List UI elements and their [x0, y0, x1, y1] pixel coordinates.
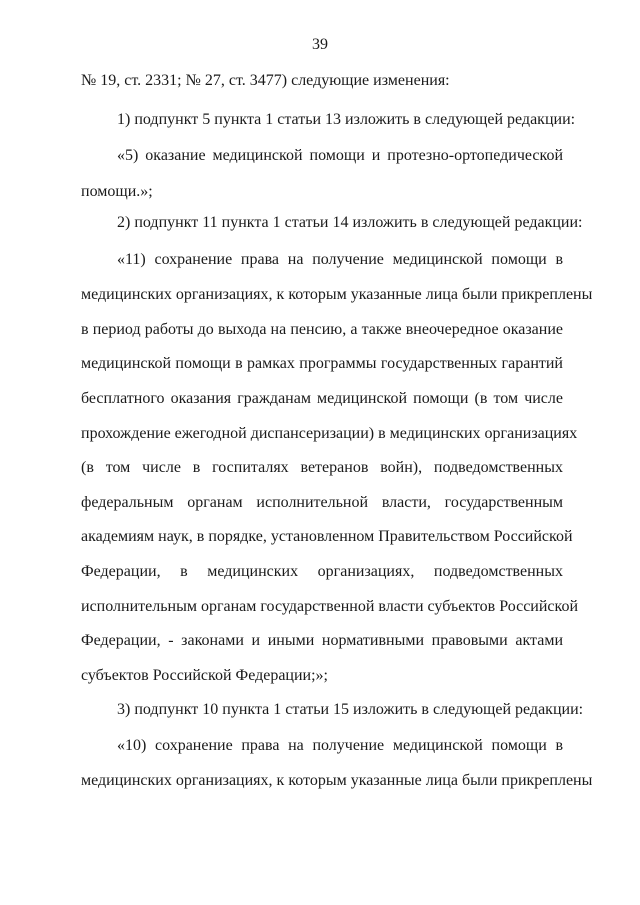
- text-line-1: № 19, ст. 2331; № 27, ст. 3477) следующие изменения:: [81, 72, 450, 89]
- text-line-21: медицинских организациях, к которым указанные лица были прикреплены: [81, 772, 593, 789]
- text-line-9: медицинской помощи в рамках программы государственных гарантий: [81, 355, 563, 372]
- text-line-19: 3) подпункт 10 пункта 1 статьи 15 изложить в следующей редакции:: [117, 701, 584, 718]
- text-line-6: «11) сохранение права на получение медицинской помощи в: [117, 251, 563, 268]
- page-number: 39: [312, 36, 328, 53]
- text-line-16: исполнительным органам государственной власти субъектов Российской: [81, 598, 579, 615]
- text-line-12: (в том числе в госпиталях ветеранов войн), подведомственных: [81, 459, 563, 476]
- text-line-10: бесплатного оказания гражданам медицинской помощи (в том числе: [81, 390, 563, 407]
- text-line-5: 2) подпункт 11 пункта 1 статьи 14 изложить в следующей редакции:: [117, 214, 583, 231]
- text-line-15: Федерации, в медицинских организациях, подведомственных: [81, 563, 563, 580]
- text-line-18: субъектов Российской Федерации;»;: [81, 667, 328, 684]
- text-line-8: в период работы до выхода на пенсию, а также внеочередное оказание: [81, 321, 563, 338]
- text-line-20: «10) сохранение права на получение медицинской помощи в: [117, 737, 563, 754]
- text-line-17: Федерации, - законами и иными нормативными правовыми актами: [81, 632, 563, 649]
- text-line-14: академиям наук, в порядке, установленном Правительством Российской: [81, 528, 573, 545]
- text-line-13: федеральным органам исполнительной власти, государственным: [81, 494, 563, 511]
- text-line-7: медицинских организациях, к которым указанные лица были прикреплены: [81, 286, 593, 303]
- text-line-2: 1) подпункт 5 пункта 1 статьи 13 изложить в следующей редакции:: [117, 111, 576, 128]
- text-line-4: помощи.»;: [81, 183, 153, 200]
- text-line-11: прохождение ежегодной диспансеризации) в медицинских организациях: [81, 425, 578, 442]
- text-line-3: «5) оказание медицинской помощи и протезно-ортопедической: [117, 147, 563, 164]
